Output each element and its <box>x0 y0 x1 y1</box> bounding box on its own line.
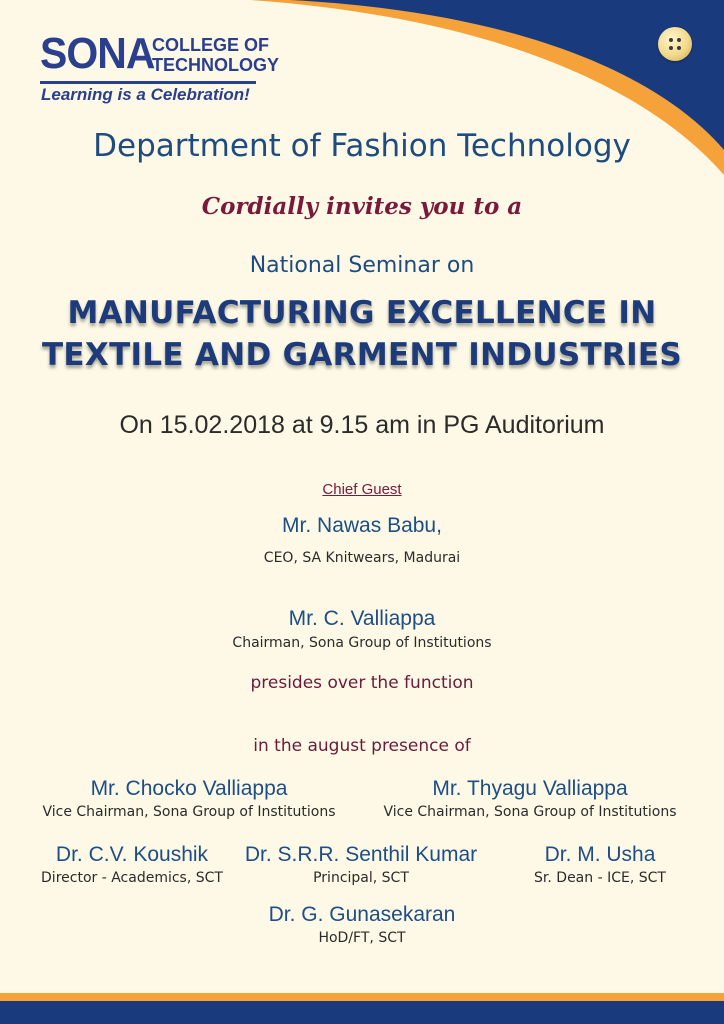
dignitary-card <box>12 843 252 886</box>
dignitary-designation: Vice Chairman, Sona Group of Institutions <box>383 804 677 820</box>
seminar-title-line1: MANUFACTURING EXCELLENCE IN <box>67 295 657 331</box>
president-designation: Chairman, Sona Group of Institutions <box>232 635 492 651</box>
logo-brand: SONA <box>40 29 155 78</box>
president-name: Mr. C. Valliappa <box>288 607 436 630</box>
dignitary-name: Mr. Chocko Valliappa <box>90 777 288 800</box>
logo-line-technology: TECHNOLOGY <box>152 55 280 75</box>
dignitary-card <box>0 903 724 946</box>
logo-rule <box>40 81 256 84</box>
dignitary-name: Dr. G. Gunasekaran <box>268 903 456 926</box>
chief-guest-label: Chief Guest <box>322 481 402 498</box>
dignitary-designation: HoD/FT, SCT <box>318 930 406 946</box>
dignitary-designation: Vice Chairman, Sona Group of Institutions <box>42 804 336 820</box>
seminar-intro: National Seminar on <box>249 253 475 278</box>
chief-guest-name: Mr. Nawas Babu, <box>282 514 442 537</box>
logo-tagline: Learning is a Celebration! <box>41 85 250 104</box>
dignitary-card <box>352 777 708 820</box>
dignitary-designation: Principal, SCT <box>313 870 409 886</box>
dignitary-card <box>232 843 490 886</box>
dignitary-card <box>0 777 378 820</box>
chief-guest-designation: CEO, SA Knitwears, Madurai <box>263 550 461 566</box>
dignitary-designation: Sr. Dean - ICE, SCT <box>534 870 666 886</box>
footer-band-orange <box>0 993 724 1001</box>
logo-line-college: COLLEGE OF <box>152 35 269 55</box>
dignitary-name: Dr. M. Usha <box>544 843 656 866</box>
department-title: Department of Fashion Technology <box>93 128 631 164</box>
dignitary-name: Mr. Thyagu Valliappa <box>432 777 628 800</box>
button-icon <box>658 27 692 61</box>
seminar-title-line2: TEXTILE AND GARMENT INDUSTRIES <box>41 337 683 373</box>
dignitary-designation: Director - Academics, SCT <box>41 870 223 886</box>
dignitary-name: Dr. S.R.R. Senthil Kumar <box>244 843 478 866</box>
president-role: presides over the function <box>250 673 474 693</box>
seminar-datetime: On 15.02.2018 at 9.15 am in PG Auditorium <box>119 411 605 439</box>
presence-label: in the august presence of <box>253 736 471 756</box>
dignitary-name: Dr. C.V. Koushik <box>55 843 209 866</box>
invitation-line: Cordially invites you to a <box>201 193 523 220</box>
footer-band-navy <box>0 1001 724 1024</box>
dignitary-card <box>488 843 712 886</box>
